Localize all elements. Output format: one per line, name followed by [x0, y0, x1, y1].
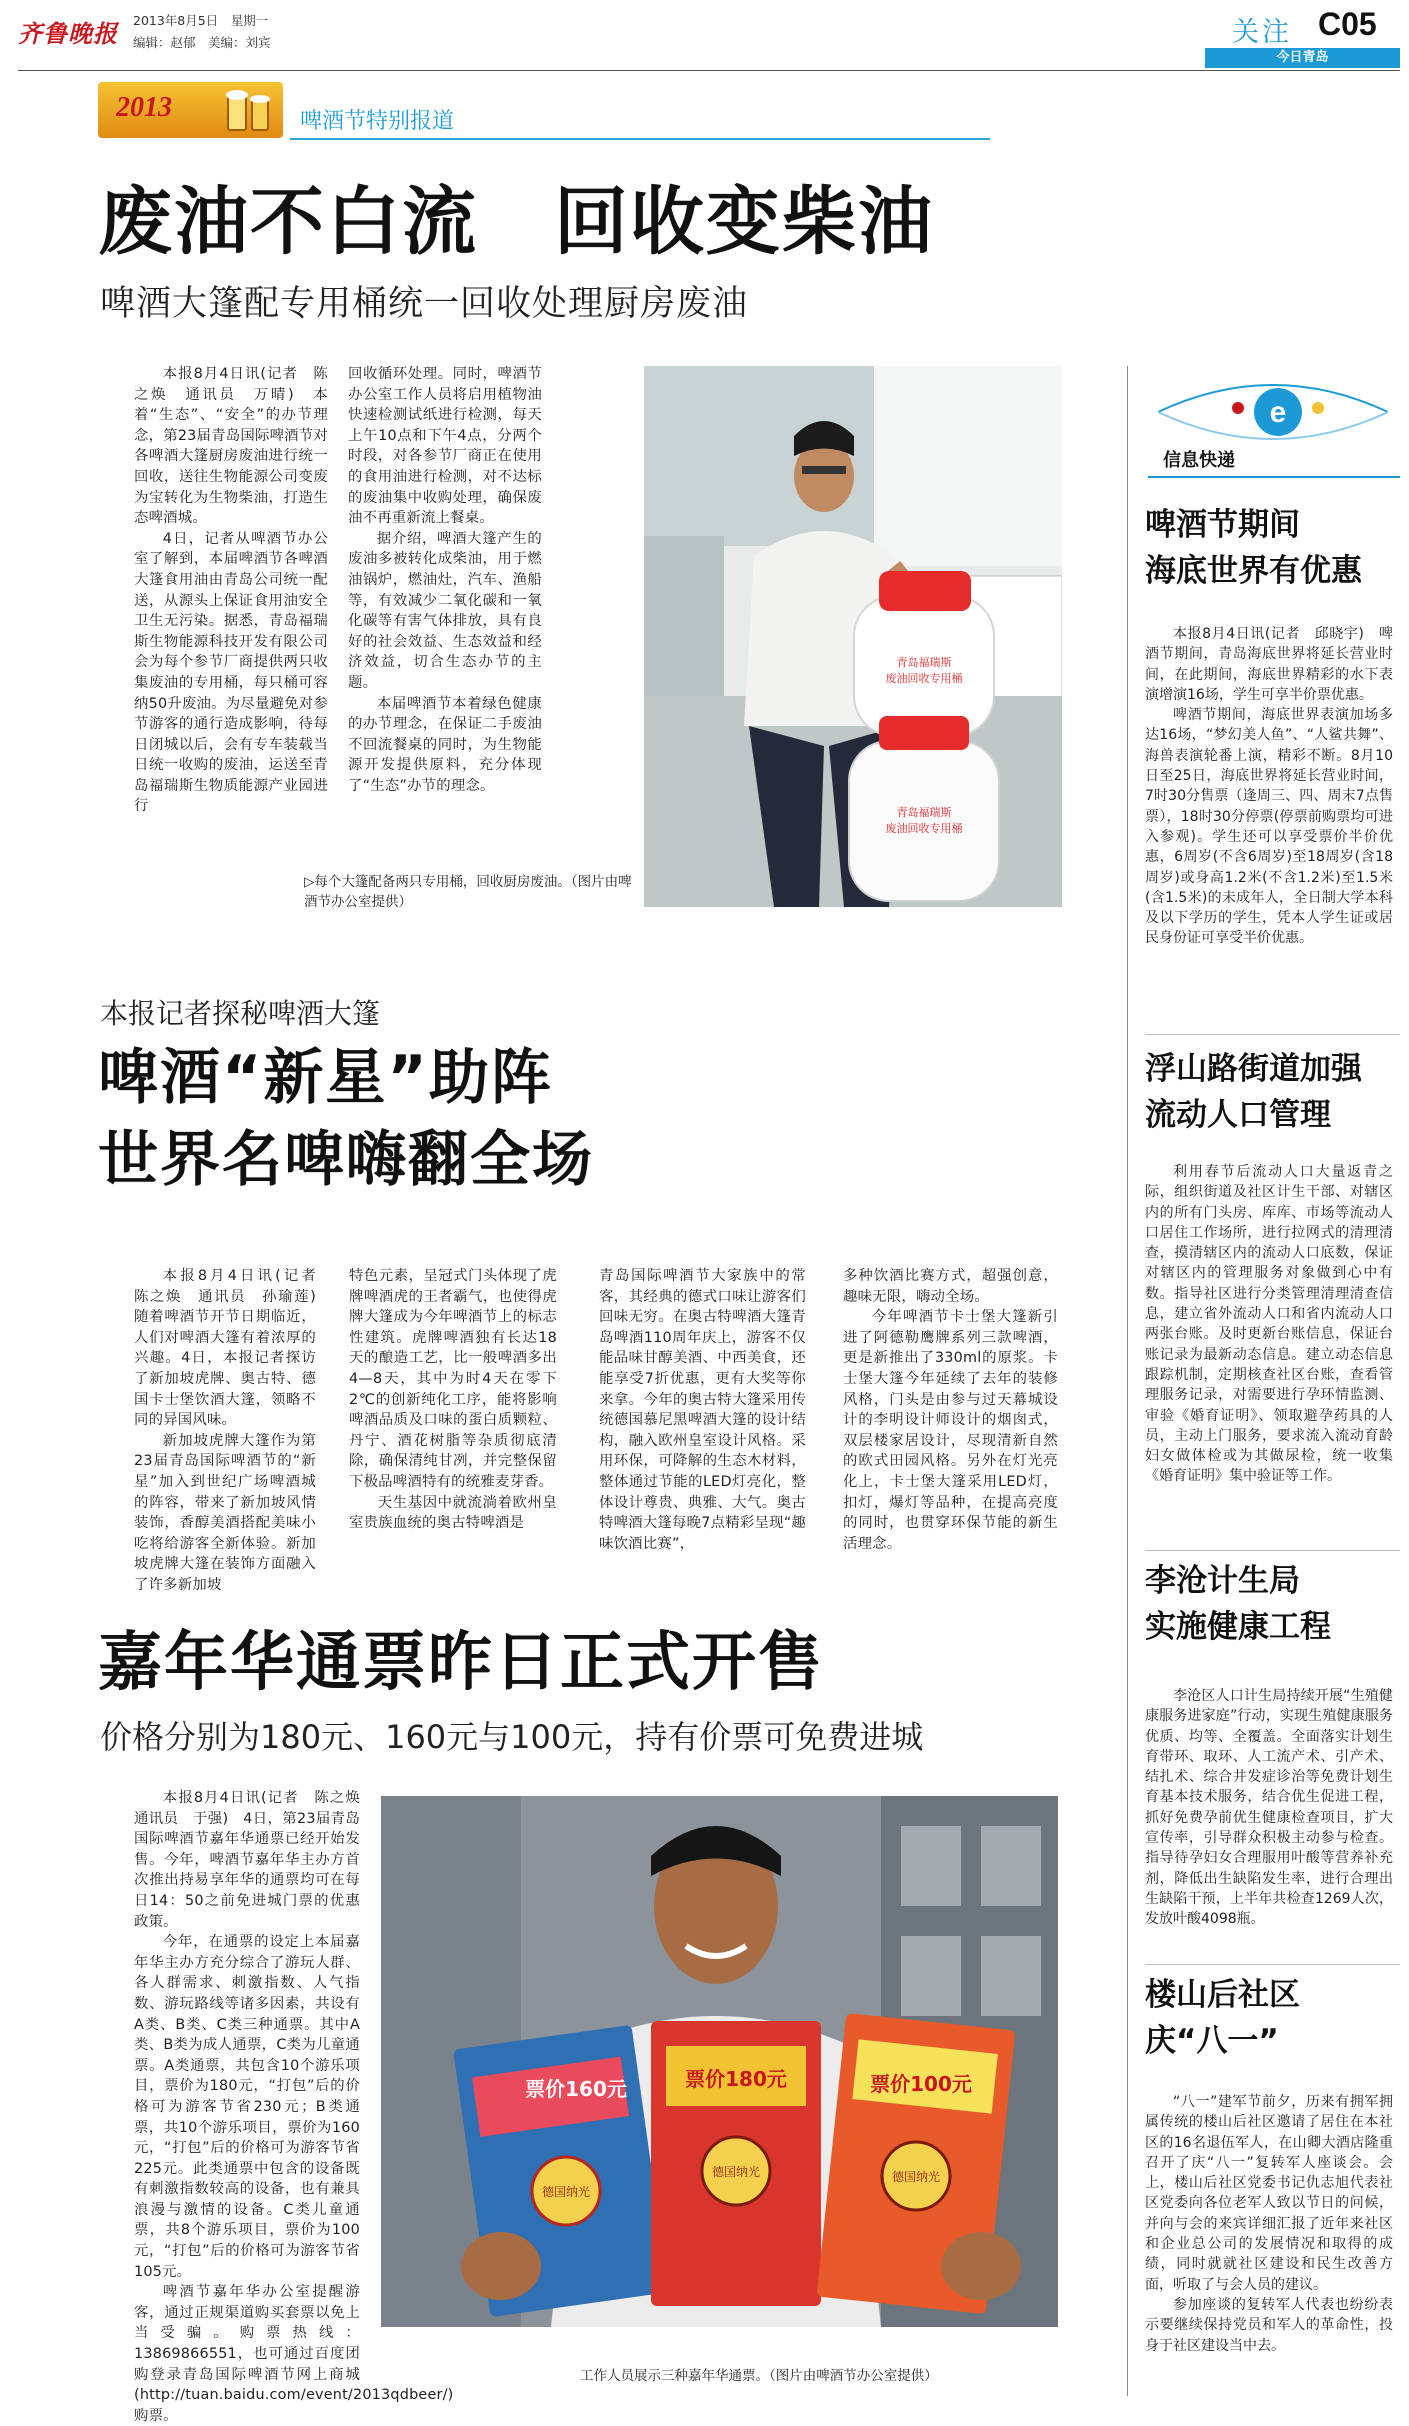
article3-column-1	[134, 1788, 454, 2426]
paragraph: 啤酒节期间，海底世界表演加场多达16场，“梦幻美人鱼”、“人鲨共舞”、海兽表演轮番上演，精彩不断。8月10日至25日，海底世界将延长营业时间，7时30分售票（逢周三、四、周末7点售票），18时30分停票(停票前购票均可进入参观)。学生还可以享受票价半价优惠，6周岁(不含6周岁)至18周岁(含18周岁)或身高1.2米(不含1.2米)至1.5米(含1.5米)的未成年人，全日制大学本科及以下学历的学生，凭本人学生证或居民身份证可享受半价优惠。	[1145, 707, 1393, 947]
paragraph: 4日，记者从啤酒节办公室了解到，本届啤酒节各啤酒大篷食用油由青岛公司统一配送，从源头上保证食用油安全卫生无污染。据悉，青岛福瑞斯生物能源科技开发有限公司会为每个参节厂商提供两只收集废油的专用桶，每只桶可容纳50升废油。为尽量避免对参节游客的通行造成影响，待每日闭城以后，会有专车装载当日统一收购的废油，运送至青岛福瑞斯生物质能源产业园进行	[134, 530, 328, 815]
title-line: 海底世界有优惠	[1145, 553, 1362, 589]
sidebar-item-4-title	[1145, 1972, 1405, 2064]
info-express-icon	[1158, 368, 1388, 456]
sidebar-header-rule	[1148, 476, 1400, 478]
title-line: 庆“八一”	[1145, 2023, 1279, 2059]
ticket-stamp: 德国纳光	[711, 2165, 761, 2179]
sidebar-separator	[1145, 1964, 1400, 1965]
paragraph: 本报8月4日讯(记者 陈之焕 通讯员 孙瑜莲) 随着啤酒节开节日期临近，人们对啤酒大篷有着浓厚的兴趣。4日，本报记者探访了新加坡虎牌、奥古特、德国卡士堡饮酒大篷，领略不同的异国风味。	[134, 1268, 331, 1429]
sidebar-header: 信息快递	[1163, 450, 1235, 471]
ticket-stamp: 德国纳光	[891, 2170, 941, 2184]
barrel-label: 青岛福瑞斯	[896, 656, 952, 669]
paragraph: 本报8月4日讯(记者 邱晓宇) 啤酒节期间，青岛海底世界将延长营业时间，在此期间，海底世界精彩的水下表演增演16场，学生可享半价票优惠。	[1145, 626, 1393, 703]
title-line: 啤酒节期间	[1145, 507, 1300, 543]
barrel-photo-illustration	[644, 366, 1062, 907]
paragraph: 据介绍，啤酒大篷产生的废油多被转化成柴油，用于燃油锅炉，燃油灶，汽车、渔船等，有效减少二氧化碳和一氧化碳等有害气体排放，具有良好的社会效益、生态效益和经济效益，切合生态办节的主题。	[348, 530, 542, 691]
paragraph: 李沧区人口计生局持续开展“生殖健康服务进家庭”行动，实现生殖健康服务优质、均等、全覆盖。全面落实计划生育带环、取环、人工流产术、引产术、结扎术、综合井发症诊治等免费计划生育基本技术服务，结合优生促进工程，抓好免费孕前优生健康检查项目，扩大宣传率，引导群众积极主动参与检查。指导待孕妇女合理服用叶酸等营养补充剂，降低出生缺陷发生率，进行合理出生缺陷干预，上半年共检查1269人次，发放叶酸4098瓶。	[1145, 1688, 1393, 1928]
masthead	[0, 0, 1409, 65]
page-number: C05	[1318, 6, 1377, 42]
paragraph: 青岛国际啤酒节大家族中的常客，其经典的德式口味让游客们回味无穷。在奥古特啤酒大篷青岛啤酒110周年庆上，游客不仅能品味甘醇美酒、中西美食，还能享受7折优惠，更有大奖等你来拿。今年的奥古特大篷采用传统德国慕尼黑啤酒大篷的设计结构，融入欧州皇室设计风格。采用环保，可降解的生态木材料，整体通过节能的LED灯亮化，整体设计尊贵、典雅、大气。奥古特啤酒大篷每晚7点精彩呈现“趣味饮酒比赛”，	[599, 1268, 806, 1552]
title-line: 李沧计生局	[1145, 1563, 1300, 1599]
title-line: 浮山路街道加强	[1145, 1051, 1362, 1087]
sidebar-item-2-title	[1145, 1046, 1405, 1138]
article2-kicker: 本报记者探秘啤酒大篷	[100, 997, 381, 1030]
article1-headline: 废油不白流 回收变柴油	[98, 179, 934, 265]
masthead-rule	[18, 70, 1400, 71]
paragraph: 多种饮酒比赛方式，超强创意，趣味无限，嗨动全场。	[843, 1268, 1058, 1305]
paragraph: 利用春节后流动人口大量返青之际，组织街道及社区计生干部、对辖区内的所有门头房、库库、市场等流动人口居住工作场所，进行拉网式的清理清查，摸清辖区内的流动人口底数，保证对辖区内的管理服务对象做到心中有数。指导社区进行分类管理清理清查信息，建立省外流动人口和省内流动人口两张台账。及时更新台账信息，保证台账记录为最新动态信息。建立动态信息跟踪机制，定期核查社区台账，查看管理服务记录，对需要进行孕环情监测、审验《婚育证明》、领取避孕药具的人员，主动上门服务，要求流入流动育龄妇女做体检或为其做尿检，统一收集《婚育证明》集中验证等工作。	[1145, 1164, 1393, 1485]
sidebar-item-4-body	[1145, 2092, 1393, 2356]
paragraph: 今年啤酒节卡士堡大篷新引进了阿德勒鹰牌系列三款啤酒，更是新推出了330ml的原浆。卡士堡大篷今年延续了去年的装修风格，门头是由参与过天幕城设计的李明设计师设计的烟囱式，双层楼家居设计，尽现清新自然的欧式田园风格。另外在灯光亮化上，卡士堡大篷采用LED灯，扣灯，爆灯等品种，在提高亮度的同时，也贯穿环保节能的新生活理念。	[843, 1309, 1058, 1552]
article1-subhead: 啤酒大篷配专用桶统一回收处理厨房废油	[100, 284, 749, 324]
sidebar-separator	[1145, 1034, 1400, 1035]
article2-column-3	[599, 1266, 806, 1554]
ticket-middle	[651, 2021, 821, 2306]
paragraph: 回收循环处理。同时，啤酒节办公室工作人员将启用植物油快速检测试纸进行检测，每天上午10点和下午4点，分两个时段，对各参节厂商正在使用的食用油进行检测，对不达标的废油集中收购处理，确保废油不再重新流上餐桌。	[348, 366, 542, 527]
sidebar-item-3-title	[1145, 1558, 1405, 1650]
ticket-stamp: 德国纳光	[541, 2185, 591, 2199]
special-report-label: 啤酒节特别报道	[300, 109, 455, 134]
paragraph: 本报8月4日讯(记者 陈之焕 通讯员 万晴) 本着“生态”、“安全”的办节理念，第23届青岛国际啤酒节对各啤酒大篷厨房废油进行统一回收，送往生物能源公司变废为宝转化为生物柴油，打造生态啤酒城。	[134, 366, 328, 527]
barrel-label: 废油回收专用桶	[885, 672, 963, 685]
title-line: 实施健康工程	[1145, 1609, 1331, 1645]
article2-column-1	[134, 1266, 331, 1596]
sidebar-separator	[1145, 1550, 1400, 1551]
paragraph: 特色元素，呈冠式门头体现了虎牌啤酒虎的王者霸气，也使得虎牌大篷成为今年啤酒节上的标志性建筑。虎牌啤酒独有长达18天的酿造工艺，比一般啤酒多出4—8天，其中为时4天在零下2℃的创新纯化工序，能将影响啤酒品质及口味的蛋白质颗粒、丹宁、酒花树脂等杂质彻底清除，确保清纯甘冽，并完整保留下极品啤酒特有的统雅麦芽香。	[349, 1268, 557, 1490]
paragraph: “八一”建军节前夕，历来有拥军拥属传统的楼山后社区邀请了居住在本社区的16名退伍军人，在山卿大酒店隆重召开了庆“八一”复转军人座谈会。会上，楼山后社区党委书记仇志旭代表社区党委向各位老军人致以节日的问候，并向与会的来宾详细汇报了近年来社区和企业总公司的发展情况和取得的成绩，同时就就社区建设和民生改善方面，听取了与会人员的建议。	[1145, 2094, 1393, 2293]
title-line: 流动人口管理	[1145, 1097, 1331, 1133]
sidebar-item-3-body	[1145, 1686, 1393, 1930]
subsection-name: 今日青岛	[1276, 50, 1329, 65]
barrel-photo	[644, 366, 1062, 907]
article3-subhead: 价格分别为180元、160元与100元，持有价票可免费进城	[100, 1718, 924, 1756]
ticket-photo-illustration	[381, 1796, 1058, 2327]
svg-text:e: e	[1269, 396, 1287, 429]
section-name: 关注	[1232, 17, 1292, 48]
editors-credit: 编辑：赵郁 美编：刘宾	[133, 35, 271, 50]
title-line: 楼山后社区	[1145, 1977, 1300, 2013]
sidebar-item-1-body	[1145, 624, 1393, 949]
banner-rule	[290, 138, 990, 140]
ticket-price-label: 票价160元	[525, 2077, 627, 2101]
beer-glass-icon	[218, 86, 278, 136]
paragraph: 新加坡虎牌大篷作为第23届青岛国际啤酒节的“新星”加入到世纪广场啤酒城的阵容，带来了新加坡风情装饰，香醇美酒搭配美味小吃将给游客全新体验。新加坡虎牌大篷在装饰方面融入了许多新加坡	[134, 1432, 316, 1593]
barrel-photo-caption: ▷每个大篷配备两只专用桶，回收厨房废油。（图片由啤酒节办公室提供）	[304, 874, 632, 910]
ticket-photo	[381, 1796, 1058, 2327]
paragraph: 本报8月4日讯(记者 陈之焕 通讯员 于强) 4日，第23届青岛国际啤酒节嘉年华通票已经开始发售。今年，啤酒节嘉年华主办方首次推出持易享年华的通票均可在每日14：50之前免进城门票的优惠政策。	[134, 1790, 375, 1930]
barrel-label: 青岛福瑞斯	[896, 806, 952, 819]
article2-headline-line1: 啤酒“新星”助阵	[98, 1043, 553, 1113]
barrel-label: 废油回收专用桶	[885, 822, 963, 835]
badge-year: 2013	[116, 92, 172, 123]
paragraph: 本届啤酒节本着绿色健康的办节理念，在保证二手废油不回流餐桌的同时，为生物能源开发提供原料，充分体现了“生态”办节的理念。	[348, 695, 542, 794]
article1-column-1	[134, 364, 328, 817]
paragraph: 啤酒节嘉年华办公室提醒游客，通过正规渠道购买套票以免上当受骗。购票热线：13869866551，也可通过百度团购登录青岛国际啤酒节网上商城(http://tuan.baidu.com/event/2013qdbeer/)购票。	[134, 2284, 454, 2424]
sidebar-item-1-title	[1145, 502, 1405, 594]
article2-column-2	[349, 1266, 557, 1534]
beer-festival-badge	[98, 82, 283, 138]
article2-column-4	[843, 1266, 1058, 1554]
ticket-price-label: 票价100元	[870, 2072, 972, 2096]
article2-headline-line2: 世界名啤嗨翻全场	[98, 1125, 594, 1195]
sidebar-item-2-body	[1145, 1162, 1393, 1487]
ticket-price-label: 票价180元	[685, 2067, 787, 2091]
article1-column-2	[348, 364, 542, 796]
ticket-photo-caption: 工作人员展示三种嘉年华通票。（图片由啤酒节办公室提供）	[580, 2368, 938, 2384]
issue-date: 2013年8月5日 星期一	[133, 13, 269, 28]
sidebar-divider	[1127, 366, 1128, 2396]
info-e-icon	[1158, 368, 1388, 456]
paragraph: 今年，在通票的设定上本届嘉年华主办方充分综合了游玩人群、各人群需求、刺激指数、人气指数、游玩路线等诸多因素，共设有A类、B类、C类三种通票。其中A类、B类为成人通票，C类为儿童通票。A类通票，共包含10个游乐项目，票价为180元，“打包”后的价格可为游客节省230元；B类通票，共10个游乐项目，票价为160元，“打包”后的价格可为游客节省225元。此类通票中包含的设备既有刺激指数较高的设备，也有兼具浪漫与激情的设备。C类儿童通票，共8个游乐项目，票价为100元，“打包”后的价格可为游客节省105元。	[134, 1934, 360, 2280]
article3-headline: 嘉年华通票昨日正式开售	[98, 1626, 824, 1700]
newspaper-logo: 齐鲁晚报	[18, 19, 118, 48]
paragraph: 天生基因中就流淌着欧州皇室贵族血统的奥古特啤酒是	[349, 1494, 557, 1532]
paragraph: 参加座谈的复转军人代表也纷纷表示要继续保持党员和军人的革命性，投身于社区建设当中去。	[1145, 2296, 1393, 2354]
